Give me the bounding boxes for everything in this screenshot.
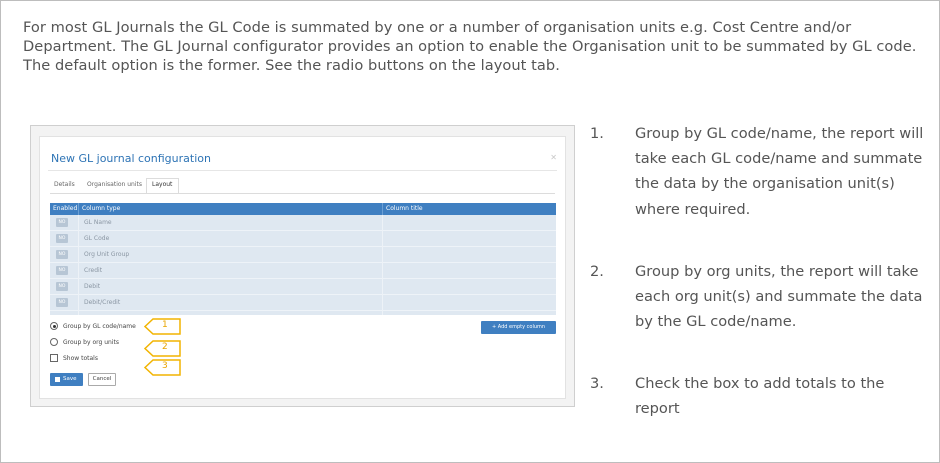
header-column-type[interactable]: Column type (82, 205, 121, 212)
close-icon[interactable]: ✕ (550, 153, 557, 162)
step-number: 3. (590, 375, 604, 392)
header-divider (78, 203, 79, 215)
save-button-label: Save (63, 376, 77, 382)
header-column-title[interactable]: Column title (386, 205, 423, 212)
step-text: Check the box to add totals to the report (635, 375, 885, 418)
enabled-toggle[interactable]: NO (56, 266, 68, 275)
column-type-cell: GL Name (84, 219, 112, 226)
callout-3 (144, 359, 182, 375)
table-row (50, 263, 556, 279)
column-type-cell: Credit (84, 267, 103, 274)
callout-number: 3 (162, 361, 168, 371)
option-label: Show totals (63, 355, 98, 362)
intro-paragraph: For most GL Journals the GL Code is summated by one or a number of organisation units e.g. Cost Centre and/or Department. The GL Journal configurator provides an option to enable the Organisation unit to be summated by GL code. The default option is the former. See the radio buttons on the layout tab. (23, 19, 917, 74)
radio-group-by-org[interactable] (50, 338, 58, 346)
table-row (50, 231, 556, 247)
step-number: 1. (590, 125, 604, 142)
callout-2 (144, 340, 182, 356)
radio-group-by-gl[interactable] (50, 322, 58, 330)
divider (48, 170, 557, 171)
enabled-toggle[interactable]: NO (56, 298, 68, 307)
tab-details[interactable]: Details (54, 181, 75, 188)
save-button[interactable] (50, 373, 83, 386)
checkbox-show-totals[interactable] (50, 354, 58, 362)
table-row (50, 247, 556, 263)
column-type-cell: Debit/Credit (84, 299, 121, 306)
column-divider (78, 215, 79, 315)
step-text: Group by org units, the report will take each org unit(s) and summate the data by the GL code/name. (635, 263, 923, 331)
option-label: Group by GL code/name (63, 323, 136, 330)
enabled-toggle[interactable]: NO (56, 218, 68, 227)
add-empty-column-button[interactable]: + Add empty column (481, 321, 556, 334)
callout-number: 2 (162, 342, 168, 352)
callout-number: 1 (162, 320, 168, 330)
header-divider (382, 203, 383, 215)
column-divider (382, 215, 383, 315)
tab-organisation-units[interactable]: Organisation units (87, 181, 142, 188)
step-number: 2. (590, 263, 604, 280)
step-text: Group by GL code/name, the report will take each GL code/name and summate the data by the organisation unit(s) where required. (635, 125, 924, 218)
enabled-toggle[interactable]: NO (56, 250, 68, 259)
option-label: Group by org units (63, 339, 119, 346)
table-row (50, 295, 556, 311)
cancel-button[interactable]: Cancel (88, 373, 116, 386)
tab-layout[interactable]: Layout (152, 181, 173, 188)
enabled-toggle[interactable]: NO (56, 234, 68, 243)
grid-header (50, 203, 556, 215)
modal-title: New GL journal configuration (51, 152, 211, 165)
enabled-toggle[interactable]: NO (56, 282, 68, 291)
screenshot-frame (30, 125, 575, 407)
callout-1 (144, 318, 182, 334)
column-type-cell: Org Unit Group (84, 251, 130, 258)
grid-body (50, 215, 556, 315)
column-type-cell: Debit (84, 283, 101, 290)
columns-grid (50, 203, 556, 315)
header-enabled[interactable]: Enabled (53, 205, 78, 212)
tabs-underline (50, 193, 555, 194)
save-icon (55, 377, 60, 382)
gl-journal-config-modal (39, 136, 566, 399)
table-row (50, 215, 556, 231)
column-type-cell: GL Code (84, 235, 110, 242)
table-row (50, 279, 556, 295)
